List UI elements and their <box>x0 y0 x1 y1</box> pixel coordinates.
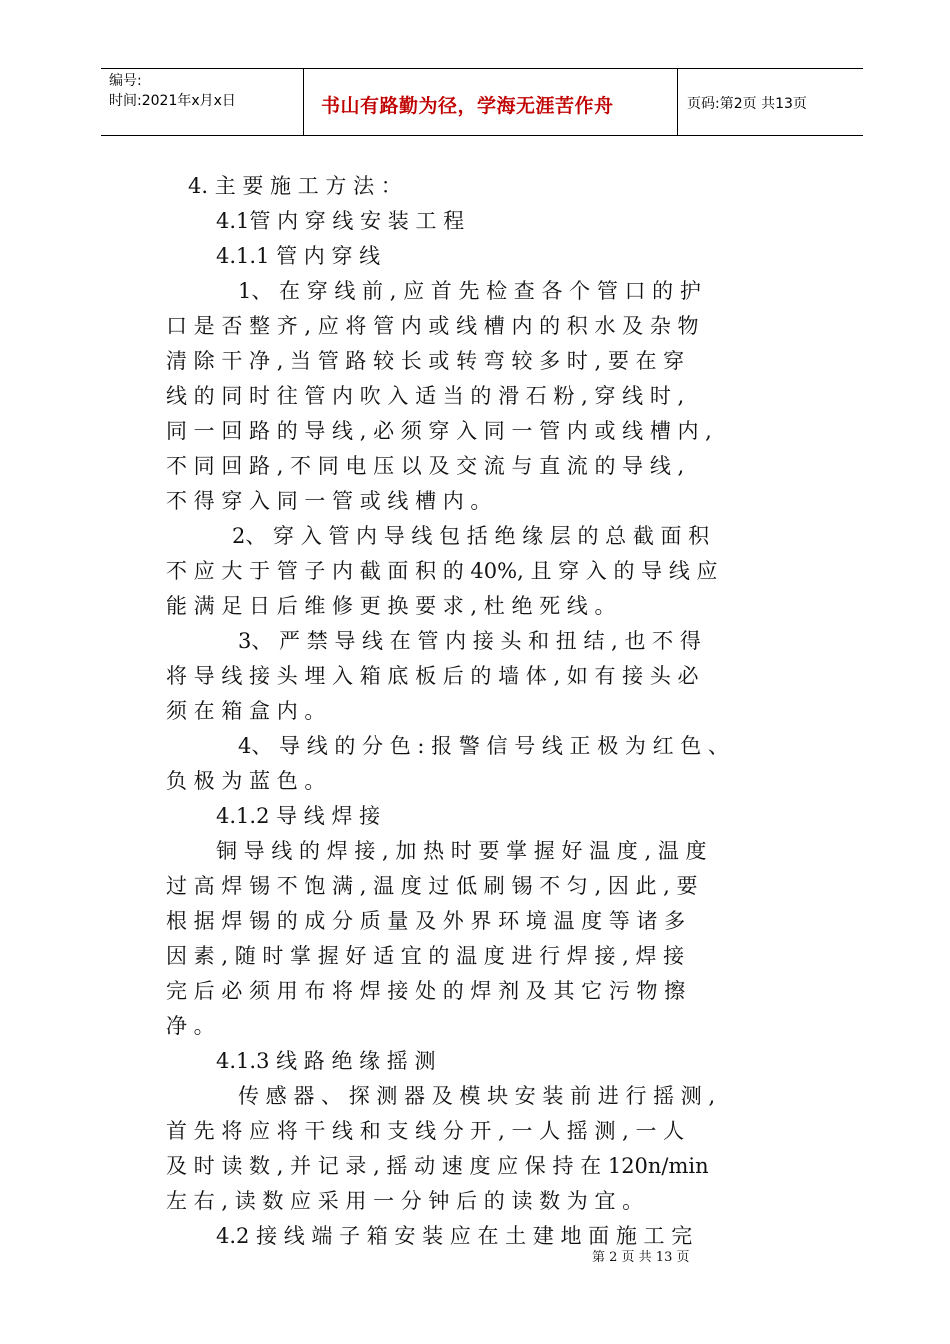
heading-terminal-box: 4.2 接 线 端 子 箱 安 装 应 在 土 建 地 面 施 工 完 <box>216 1224 693 1248</box>
body-line: 负 极 为 蓝 色 。 <box>166 769 326 793</box>
body-line: 将 导 线 接 头 埋 入 箱 底 板 后 的 墙 体 , 如 有 接 头 必 <box>166 664 699 688</box>
heading-wiring-project: 4.1管 内 穿 线 安 装 工 程 <box>216 209 465 233</box>
body-line: 不 得 穿 入 同 一 管 或 线 槽 内 。 <box>166 489 492 513</box>
body-line: 1、 在 穿 线 前 , 应 首 先 检 查 各 个 管 口 的 护 <box>238 279 701 303</box>
body-line: 左 右 , 读 数 应 采 用 一 分 钟 后 的 读 数 为 宜 。 <box>166 1189 644 1213</box>
body-line: 传 感 器 、 探 测 器 及 模 块 安 装 前 进 行 摇 测 , <box>238 1084 716 1108</box>
body-line: 及 时 读 数 , 并 记 录 , 摇 动 速 度 应 保 持 在 120n/min <box>166 1154 709 1178</box>
header-page-info: 页码:第2页 共13页 <box>687 96 807 112</box>
body-line: 线 的 同 时 往 管 内 吹 入 适 当 的 滑 石 粉 , 穿 线 时 , <box>166 384 685 408</box>
heading-insulation-test: 4.1.3 线 路 绝 缘 摇 测 <box>216 1049 436 1073</box>
body-line: 须 在 箱 盒 内 。 <box>166 699 326 723</box>
body-line: 铜 导 线 的 焊 接 , 加 热 时 要 掌 握 好 温 度 , 温 度 <box>216 839 707 863</box>
body-line: 根 据 焊 锡 的 成 分 质 量 及 外 界 环 境 温 度 等 诸 多 <box>166 909 686 933</box>
body-line: 同 一 回 路 的 导 线 , 必 须 穿 入 同 一 管 内 或 线 槽 内 , <box>166 419 712 443</box>
body-line: 3、 严 禁 导 线 在 管 内 接 头 和 扭 结 , 也 不 得 <box>238 629 701 653</box>
body-line: 因 素 , 随 时 掌 握 好 适 宜 的 温 度 进 行 焊 接 , 焊 接 <box>166 944 685 968</box>
body-line: 不 应 大 于 管 子 内 截 面 积 的 40%, 且 穿 入 的 导 线 应 <box>166 559 718 583</box>
body-line: 清 除 干 净 , 当 管 路 较 长 或 转 弯 较 多 时 , 要 在 穿 <box>166 349 685 373</box>
body-line: 首 先 将 应 将 干 线 和 支 线 分 开 , 一 人 摇 测 , 一 人 <box>166 1119 685 1143</box>
heading-tube-wiring: 4.1.1 管 内 穿 线 <box>216 244 381 268</box>
body-line: 能 满 足 日 后 维 修 更 换 要 求 , 杜 绝 死 线 。 <box>166 594 616 618</box>
heading-wire-welding: 4.1.2 导 线 焊 接 <box>216 804 381 828</box>
body-line: 4、 导 线 的 分 色 : 报 警 信 号 线 正 极 为 红 色 、 <box>238 734 729 758</box>
page-footer: 第 2 页 共 13 页 <box>592 1250 690 1265</box>
number-label: 编号: <box>109 73 142 89</box>
body-line: 口 是 否 整 齐 , 应 将 管 内 或 线 槽 内 的 积 水 及 杂 物 <box>166 314 699 338</box>
time-label: 时间:2021年x月x日 <box>109 93 236 109</box>
body-line: 2、 穿 入 管 内 导 线 包 括 绝 缘 层 的 总 截 面 积 <box>232 524 710 548</box>
body-line: 过 高 焊 锡 不 饱 满 , 温 度 过 低 刷 锡 不 匀 , 因 此 , 要 <box>166 874 698 898</box>
body-line: 完 后 必 须 用 布 将 焊 接 处 的 焊 剂 及 其 它 污 物 擦 <box>166 979 686 1003</box>
heading-main-methods: 4. 主 要 施 工 方 法 ： <box>188 174 402 198</box>
header-motto: 书山有路勤为径，学海无涯苦作舟 <box>321 95 614 117</box>
body-line: 不 同 回 路 , 不 同 电 压 以 及 交 流 与 直 流 的 导 线 , <box>166 454 685 478</box>
body-line: 净 。 <box>166 1014 215 1038</box>
